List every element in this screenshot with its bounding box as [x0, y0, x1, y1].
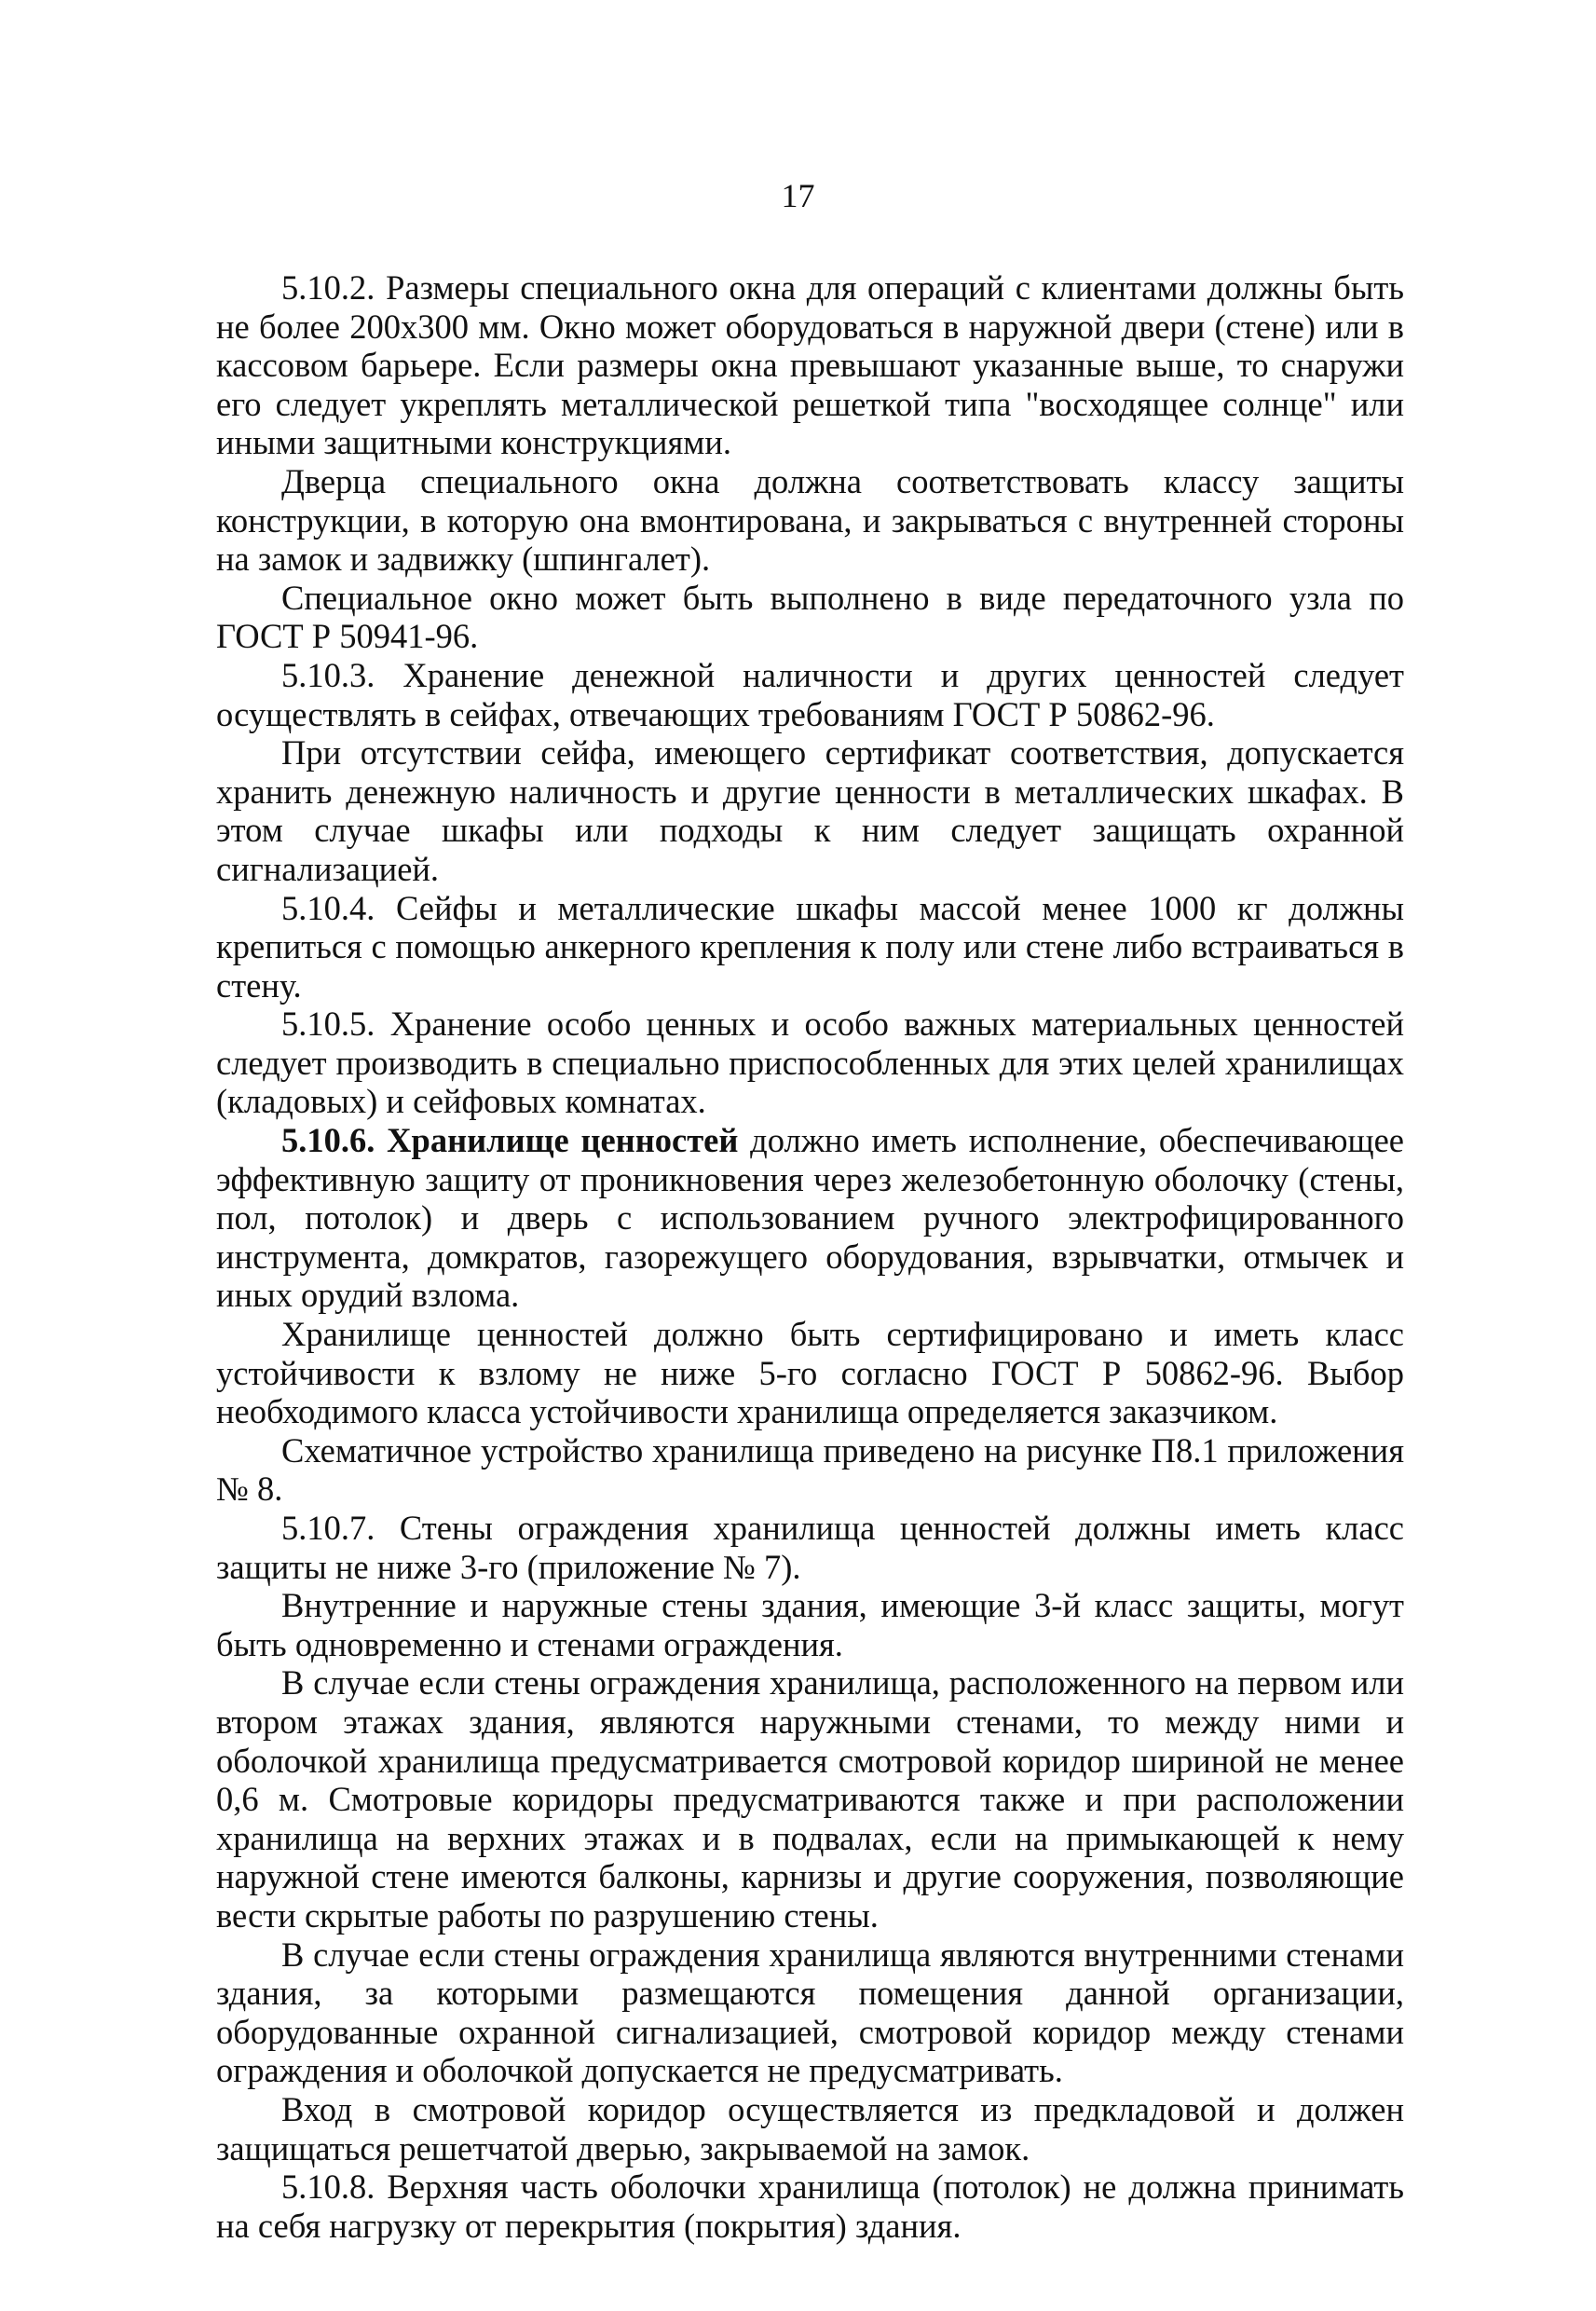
paragraph-5-10-3: 5.10.3. Хранение денежной наличности и других ценностей следует осуществлять в сейфах, отвечающих требованиям ГОСТ Р 50862-96. — [216, 655, 1404, 733]
page-number: 17 — [781, 177, 815, 214]
paragraph-inspection-corridor: В случае если стены ограждения хранилища, расположенного на первом или втором этажах здания, являются наружными стенами, то между ними и оболочкой хранилища предусматривается смотровой коридор шириной не менее 0,6 м. Смотровые коридоры предусматриваются также и при расположении хранилища на верхних этажах и в подвалах, если на примыкающей к нему наружной стене имеются балконы, карнизы и другие сооружения, позволяющие вести скрытые работы по разрушению стены. — [216, 1663, 1404, 1935]
paragraph-vault-scheme: Схематичное устройство хранилища приведено на рисунке П8.1 приложения № 8. — [216, 1430, 1404, 1509]
paragraph-corridor-entrance: Вход в смотровой коридор осуществляется из предкладовой и должен защищаться решетчатой дверью, закрываемой на замок. — [216, 2089, 1404, 2167]
paragraph-window-door: Дверца специального окна должна соответствовать классу защиты конструкции, в которую она вмонтирована, и закрываться с внутренней стороны на замок и задвижку (шпингалет). — [216, 461, 1404, 579]
paragraph-inner-outer-walls: Внутренние и наружные стены здания, имеющие 3-й класс защиты, могут быть одновременно и стенами ограждения. — [216, 1586, 1404, 1663]
paragraph-5-10-6 — [216, 1121, 1404, 1315]
paragraph-internal-walls: В случае если стены ограждения хранилища являются внутренними стенами здания, за которыми размещаются помещения данной организации, оборудованные охранной сигнализацией, смотровой коридор между стенами ограждения и оболочкой допускается не предусматривать. — [216, 1935, 1404, 2090]
paragraph-5-10-2: 5.10.2. Размеры специального окна для операций с клиентами должны быть не более 200х300 мм. Окно может оборудоваться в наружной двери (стене) или в кассовом барьере. Если размеры окна превышают указанные выше, то снаружи его следует укреплять металлической решеткой типа "восходящее солнце" или иными защитными конструкциями. — [216, 268, 1404, 462]
paragraph-5-10-5: 5.10.5. Хранение особо ценных и особо важных материальных ценностей следует производить в специально приспособленных для этих целей хранилищах (кладовых) и сейфовых комнатах. — [216, 1005, 1404, 1121]
paragraph-5-10-6-rest: должно иметь исполнение, обеспечивающее эффективную защиту от проникновения через железобетонную оболочку (стены, пол, потолок) и дверь с использованием ручного электрофицированного инструмента, домкратов, газорежущего оборудования, взрывчатки, отмычек и иных орудий взлома. — [216, 1121, 1404, 1315]
paragraph-vault-certification: Хранилище ценностей должно быть сертифицировано и иметь класс устойчивости к взлому не ниже 5-го согласно ГОСТ Р 50862-96. Выбор необходимого класса устойчивости хранилища определяется заказчиком. — [216, 1315, 1404, 1431]
paragraph-5-10-4: 5.10.4. Сейфы и металлические шкафы массой менее 1000 кг должны крепиться с помощью анкерного крепления к полу или стене либо встраиваться в стену. — [216, 888, 1404, 1005]
paragraph-5-10-8: 5.10.8. Верхняя часть оболочки хранилища (потолок) не должна принимать на себя нагрузку от перекрытия (покрытия) здания. — [216, 2167, 1404, 2245]
paragraph-5-10-7: 5.10.7. Стены ограждения хранилища ценностей должны иметь класс защиты не ниже 3-го (приложение № 7). — [216, 1509, 1404, 1586]
body-text — [216, 268, 1404, 2245]
paragraph-no-safe: При отсутствии сейфа, имеющего сертификат соответствия, допускается хранить денежную наличность и другие ценности в металлических шкафах. В этом случае шкафы или подходы к ним следует защищать охранной сигнализацией. — [216, 733, 1404, 888]
paragraph-5-10-6-lead: 5.10.6. Хранилище ценностей — [281, 1121, 739, 1160]
paragraph-transfer-unit: Специальное окно может быть выполнено в виде передаточного узла по ГОСТ Р 50941-96. — [216, 578, 1404, 656]
